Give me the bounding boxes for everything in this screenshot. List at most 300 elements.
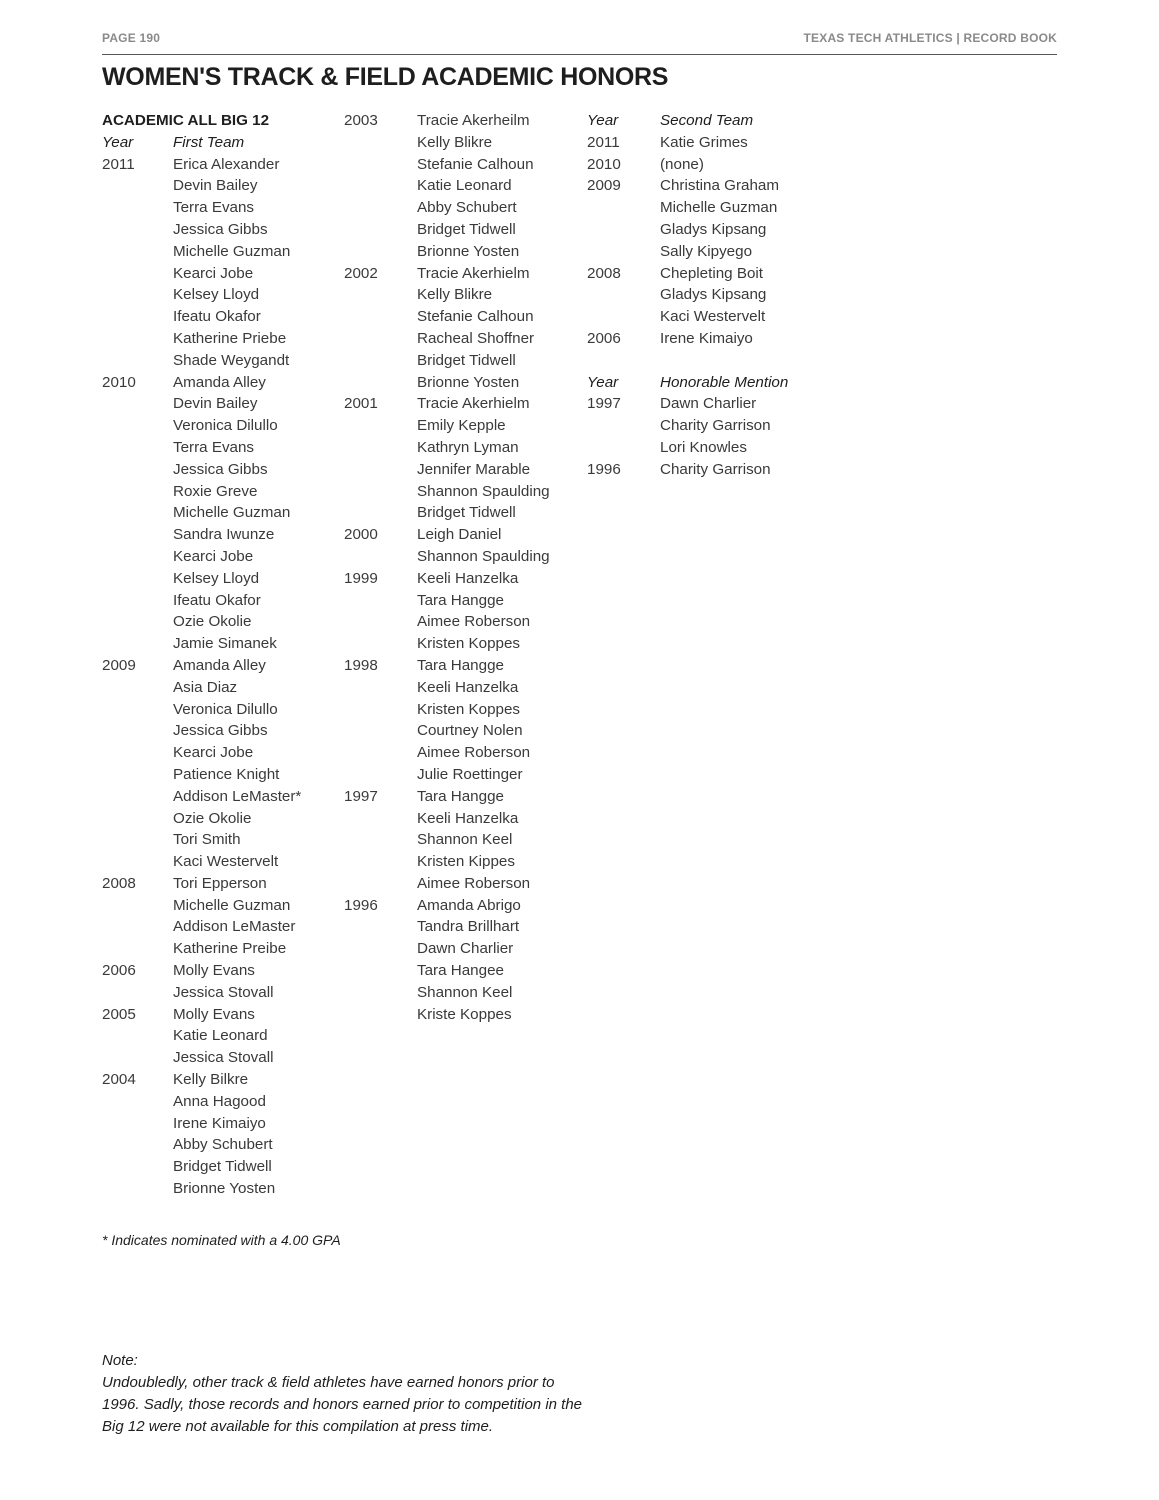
year-cell — [587, 219, 660, 241]
list-item — [587, 306, 847, 328]
column-1 — [102, 110, 342, 1200]
name-cell: Kathryn Lyman — [417, 438, 519, 456]
list-item — [102, 306, 342, 328]
list-item — [587, 197, 847, 219]
year-cell — [102, 437, 173, 459]
name-cell: Julie Roettinger — [417, 765, 523, 783]
list-item — [344, 699, 584, 721]
list-item — [344, 938, 584, 960]
name-cell: Michelle Guzman — [173, 242, 291, 260]
year-cell — [102, 481, 173, 503]
name-cell: Gladys Kipsang — [660, 286, 767, 304]
name-cell: Aimee Roberson — [417, 744, 531, 762]
year-cell: 2006 — [587, 329, 621, 347]
list-item — [344, 437, 584, 459]
list-item — [344, 502, 584, 524]
name-cell: Bridget Tidwell — [417, 220, 516, 238]
year-cell — [344, 328, 417, 350]
year-cell — [344, 960, 417, 982]
name-cell: Stefanie Calhoun — [417, 308, 534, 326]
year-cell — [102, 1134, 173, 1156]
name-cell: Ifeatu Okafor — [173, 591, 261, 609]
year-cell: 1997 — [587, 395, 621, 413]
list-item — [102, 219, 342, 241]
name-cell: Kearci Jobe — [173, 547, 254, 565]
name-cell: Katherine Preibe — [173, 940, 287, 958]
name-cell: Anna Hagood — [173, 1092, 266, 1110]
list-item — [344, 808, 584, 830]
list-item — [102, 960, 342, 982]
name-cell: Kelsey Lloyd — [173, 286, 260, 304]
name-cell: Kearci Jobe — [173, 744, 254, 762]
name-cell: Veronica Dilullo — [173, 700, 278, 718]
list-item — [102, 829, 342, 851]
list-item — [102, 655, 342, 677]
name-cell: Kelsey Lloyd — [173, 569, 260, 587]
year-cell — [344, 938, 417, 960]
year-cell — [102, 568, 173, 590]
list-item — [102, 916, 342, 938]
list-item — [344, 611, 584, 633]
year-cell — [344, 982, 417, 1004]
first-team-label: First Team — [173, 133, 245, 151]
list-item — [102, 786, 342, 808]
year-cell — [102, 459, 173, 481]
year-cell — [102, 524, 173, 546]
note-text: Undoubledly, other track & field athletes have earned honors prior to 1996. Sadly, those records and honors earned prior to competition in the Big 12 were not available for this compilation at press time. — [102, 1374, 583, 1435]
list-item — [344, 481, 584, 503]
name-cell: Terra Evans — [173, 199, 255, 217]
year-cell — [344, 829, 417, 851]
year-cell — [344, 154, 417, 176]
year-cell: 2011 — [587, 133, 620, 151]
name-cell: Keeli Hanzelka — [417, 678, 519, 696]
list-item — [587, 459, 847, 481]
list-item — [102, 677, 342, 699]
year-cell — [344, 241, 417, 263]
year-cell — [344, 284, 417, 306]
list-item — [587, 154, 847, 176]
name-cell: Tori Smith — [173, 831, 241, 849]
list-item — [344, 982, 584, 1004]
year-cell — [102, 263, 173, 285]
list-item — [102, 393, 342, 415]
list-item — [587, 241, 847, 263]
name-cell: Kaci Westervelt — [660, 308, 766, 326]
name-cell: Stefanie Calhoun — [417, 155, 534, 173]
list-item — [102, 284, 342, 306]
year-cell — [344, 546, 417, 568]
year-cell — [344, 132, 417, 154]
year-cell — [102, 611, 173, 633]
year-cell — [102, 895, 173, 917]
list-item — [344, 154, 584, 176]
list-item — [102, 938, 342, 960]
list-item — [102, 1113, 342, 1135]
name-cell: Kristen Kippes — [417, 853, 515, 871]
name-cell: Katie Leonard — [173, 1027, 268, 1045]
name-cell: Emily Kepple — [417, 417, 506, 435]
year-cell — [102, 1178, 173, 1200]
name-cell: Jessica Stovall — [173, 983, 274, 1001]
list-item — [344, 895, 584, 917]
name-cell: Brionne Yosten — [417, 242, 520, 260]
list-item — [102, 481, 342, 503]
name-cell: Tracie Akerheilm — [417, 112, 530, 129]
name-cell: Katie Leonard — [417, 177, 512, 195]
year-cell — [344, 502, 417, 524]
list-item — [344, 960, 584, 982]
year-cell — [344, 764, 417, 786]
year-cell — [102, 502, 173, 524]
name-cell: Erica Alexander — [173, 155, 280, 173]
name-cell: Charity Garrison — [660, 460, 771, 478]
year-cell — [344, 916, 417, 938]
name-cell: Aimee Roberson — [417, 613, 531, 631]
year-cell: 2004 — [102, 1071, 136, 1089]
year-header: Year — [102, 133, 134, 151]
name-cell: Asia Diaz — [173, 678, 238, 696]
name-cell: Addison LeMaster* — [173, 787, 302, 805]
year-cell — [344, 742, 417, 764]
list-item — [102, 590, 342, 612]
name-cell: Michelle Guzman — [173, 896, 291, 914]
year-cell: 2008 — [587, 264, 621, 282]
list-item — [344, 306, 584, 328]
list-item — [344, 764, 584, 786]
name-cell: Tori Epperson — [173, 874, 267, 892]
list-item — [102, 568, 342, 590]
year-cell — [102, 1047, 173, 1069]
list-item — [102, 1091, 342, 1113]
year-cell — [587, 437, 660, 459]
year-cell — [344, 677, 417, 699]
list-item — [102, 524, 342, 546]
name-cell: Devin Bailey — [173, 395, 258, 413]
list-item — [102, 328, 342, 350]
name-cell: Kelly Blikre — [417, 286, 493, 304]
year-cell — [102, 786, 173, 808]
name-cell: Abby Schubert — [417, 199, 517, 217]
year-cell — [102, 808, 173, 830]
year-cell — [344, 437, 417, 459]
name-cell: Molly Evans — [173, 1005, 255, 1023]
year-cell — [344, 633, 417, 655]
name-cell: Kearci Jobe — [173, 264, 254, 282]
name-cell: Keeli Hanzelka — [417, 569, 519, 587]
year-cell: 2010 — [587, 155, 621, 173]
year-cell — [102, 415, 173, 437]
second-team-list — [587, 132, 847, 350]
list-item — [344, 786, 584, 808]
name-cell: Christina Graham — [660, 177, 780, 195]
name-cell: Bridget Tidwell — [417, 351, 516, 369]
list-item — [102, 459, 342, 481]
list-item — [344, 655, 584, 677]
name-cell: Roxie Greve — [173, 482, 258, 500]
list-item — [102, 154, 342, 176]
list-item — [344, 393, 584, 415]
name-cell: Bridget Tidwell — [417, 504, 516, 522]
list-item — [102, 546, 342, 568]
list-item — [102, 415, 342, 437]
list-item — [102, 1025, 342, 1047]
list-item — [102, 197, 342, 219]
year-cell — [102, 1156, 173, 1178]
name-cell: Sandra Iwunze — [173, 526, 275, 544]
year-cell — [344, 1004, 417, 1026]
name-cell: Jessica Gibbs — [173, 460, 268, 478]
footnote: * Indicates nominated with a 4.00 GPA — [102, 1232, 341, 1248]
year-cell — [587, 241, 660, 263]
year-cell — [102, 916, 173, 938]
honorable-mention-list — [587, 393, 847, 480]
list-item — [344, 742, 584, 764]
list-item — [102, 1069, 342, 1091]
list-item — [344, 263, 584, 285]
name-cell: Bridget Tidwell — [173, 1158, 272, 1176]
year-cell — [102, 764, 173, 786]
year-cell: 2000 — [344, 526, 378, 544]
name-cell: Ozie Okolie — [173, 809, 252, 827]
honorable-mention-header — [587, 372, 847, 394]
year-cell — [102, 829, 173, 851]
list-item — [344, 590, 584, 612]
year-cell — [102, 1091, 173, 1113]
year-cell: 2002 — [344, 264, 378, 282]
list-item — [344, 132, 584, 154]
list-item — [102, 808, 342, 830]
year-cell: 1996 — [344, 896, 378, 914]
year-cell: 2011 — [102, 155, 135, 173]
year-cell — [102, 590, 173, 612]
year-cell — [102, 241, 173, 263]
year-cell — [102, 851, 173, 873]
name-cell: Shannon Keel — [417, 831, 513, 849]
name-cell: Tara Hangge — [417, 591, 504, 609]
year-cell — [102, 982, 173, 1004]
list-item — [587, 328, 847, 350]
name-cell: (none) — [660, 155, 704, 173]
name-cell: Devin Bailey — [173, 177, 258, 195]
list-item — [344, 633, 584, 655]
year-cell — [344, 481, 417, 503]
year-cell — [344, 459, 417, 481]
list-item — [102, 1134, 342, 1156]
name-cell: Michelle Guzman — [660, 199, 778, 217]
name-cell: Shannon Keel — [417, 983, 513, 1001]
list-item — [344, 524, 584, 546]
page-number: PAGE 190 — [102, 31, 161, 45]
name-cell: Jamie Simanek — [173, 635, 277, 653]
name-cell: Chepleting Boit — [660, 264, 764, 282]
name-cell: Veronica Dilullo — [173, 417, 278, 435]
year-cell — [344, 175, 417, 197]
name-cell: Addison LeMaster — [173, 918, 296, 936]
name-cell: Tara Hangge — [417, 787, 504, 805]
year-cell: 2006 — [102, 962, 136, 980]
year-cell — [587, 415, 660, 437]
name-cell: Kelly Blikre — [417, 133, 493, 151]
list-item — [102, 175, 342, 197]
name-cell: Jessica Gibbs — [173, 722, 268, 740]
list-item — [102, 263, 342, 285]
list-item — [102, 241, 342, 263]
year-cell — [344, 350, 417, 372]
list-item — [102, 350, 342, 372]
list-item — [102, 895, 342, 917]
name-cell: Terra Evans — [173, 438, 255, 456]
year-cell — [587, 306, 660, 328]
name-cell: Kelly Bilkre — [173, 1071, 249, 1089]
year-cell — [344, 720, 417, 742]
list-item — [102, 633, 342, 655]
first-team-header — [102, 132, 342, 154]
name-cell: Shade Weygandt — [173, 351, 290, 369]
year-cell: 2003 — [344, 112, 378, 129]
year-cell: 1998 — [344, 656, 378, 674]
list-item — [344, 873, 584, 895]
name-cell: Tara Hangee — [417, 962, 504, 980]
list-item — [344, 568, 584, 590]
list-item — [344, 1004, 584, 1026]
first-team-list-b — [344, 110, 584, 1025]
name-cell: Shannon Spaulding — [417, 547, 550, 565]
name-cell: Amanda Alley — [173, 656, 266, 674]
year-cell: 1999 — [344, 569, 378, 587]
list-item — [102, 742, 342, 764]
publication-header: TEXAS TECH ATHLETICS | RECORD BOOK — [803, 31, 1057, 45]
page-title: WOMEN'S TRACK & FIELD ACADEMIC HONORS — [102, 63, 669, 91]
year-cell — [102, 699, 173, 721]
name-cell: Kaci Westervelt — [173, 853, 279, 871]
name-cell: Racheal Shoffner — [417, 329, 535, 347]
year-header: Year — [587, 373, 619, 391]
name-cell: Tara Hangge — [417, 656, 504, 674]
list-item — [102, 873, 342, 895]
list-item — [344, 350, 584, 372]
name-cell: Courtney Nolen — [417, 722, 523, 740]
name-cell: Kriste Koppes — [417, 1005, 512, 1023]
name-cell: Shannon Spaulding — [417, 482, 550, 500]
honorable-mention-label: Honorable Mention — [660, 373, 789, 391]
list-item — [344, 415, 584, 437]
list-item — [344, 677, 584, 699]
year-cell — [102, 328, 173, 350]
list-item — [344, 372, 584, 394]
list-item — [102, 1156, 342, 1178]
list-item — [344, 720, 584, 742]
header-divider — [102, 54, 1057, 55]
name-cell: Tracie Akerhielm — [417, 264, 530, 282]
name-cell: Michelle Guzman — [173, 504, 291, 522]
second-team-label: Second Team — [660, 112, 754, 129]
year-cell — [344, 590, 417, 612]
list-item — [102, 720, 342, 742]
year-cell: 2001 — [344, 395, 378, 413]
list-item — [102, 982, 342, 1004]
name-cell: Patience Knight — [173, 765, 280, 783]
list-item — [587, 219, 847, 241]
year-cell — [344, 372, 417, 394]
name-cell: Katherine Priebe — [173, 329, 287, 347]
list-item — [102, 437, 342, 459]
list-item — [102, 502, 342, 524]
list-item — [344, 197, 584, 219]
name-cell: Kristen Koppes — [417, 635, 520, 653]
list-item — [102, 699, 342, 721]
list-item — [587, 284, 847, 306]
list-item — [587, 175, 847, 197]
year-cell — [344, 197, 417, 219]
name-cell: Sally Kipyego — [660, 242, 753, 260]
name-cell: Lori Knowles — [660, 438, 747, 456]
name-cell: Molly Evans — [173, 962, 255, 980]
year-header: Year — [587, 112, 619, 129]
list-item — [344, 459, 584, 481]
name-cell: Aimee Roberson — [417, 874, 531, 892]
year-cell — [344, 415, 417, 437]
year-cell — [344, 219, 417, 241]
name-cell: Keeli Hanzelka — [417, 809, 519, 827]
name-cell: Jessica Stovall — [173, 1049, 274, 1067]
year-cell — [344, 306, 417, 328]
name-cell: Tracie Akerhielm — [417, 395, 530, 413]
name-cell: Kristen Koppes — [417, 700, 520, 718]
year-cell — [344, 808, 417, 830]
year-cell — [102, 677, 173, 699]
year-cell — [102, 284, 173, 306]
year-cell — [344, 851, 417, 873]
year-cell — [102, 546, 173, 568]
year-cell — [102, 306, 173, 328]
name-cell: Charity Garrison — [660, 417, 771, 435]
column-2 — [344, 110, 584, 1025]
year-cell — [102, 219, 173, 241]
list-item — [587, 263, 847, 285]
year-cell — [102, 175, 173, 197]
year-cell: 1996 — [587, 460, 621, 478]
name-cell: Dawn Charlier — [417, 940, 514, 958]
year-cell — [344, 699, 417, 721]
year-cell — [102, 633, 173, 655]
list-item — [344, 328, 584, 350]
list-item — [344, 829, 584, 851]
list-item — [102, 1047, 342, 1069]
list-item — [102, 764, 342, 786]
list-item — [344, 241, 584, 263]
year-cell — [102, 1025, 173, 1047]
list-item — [344, 219, 584, 241]
section-title: ACADEMIC ALL BIG 12 — [102, 112, 270, 129]
name-cell: Irene Kimaiyo — [660, 329, 753, 347]
name-cell: Jessica Gibbs — [173, 220, 268, 238]
year-cell: 2010 — [102, 373, 136, 391]
name-cell: Abby Schubert — [173, 1136, 273, 1154]
year-cell — [102, 1113, 173, 1135]
year-cell: 2009 — [587, 177, 621, 195]
first-team-list-a — [102, 154, 342, 1200]
year-cell — [102, 938, 173, 960]
year-cell — [344, 873, 417, 895]
name-cell: Tandra Brillhart — [417, 918, 520, 936]
second-team-header — [587, 110, 847, 132]
name-cell: Brionne Yosten — [417, 373, 520, 391]
name-cell: Ozie Okolie — [173, 613, 252, 631]
year-cell — [587, 197, 660, 219]
year-cell: 2009 — [102, 656, 136, 674]
note — [102, 1350, 582, 1438]
